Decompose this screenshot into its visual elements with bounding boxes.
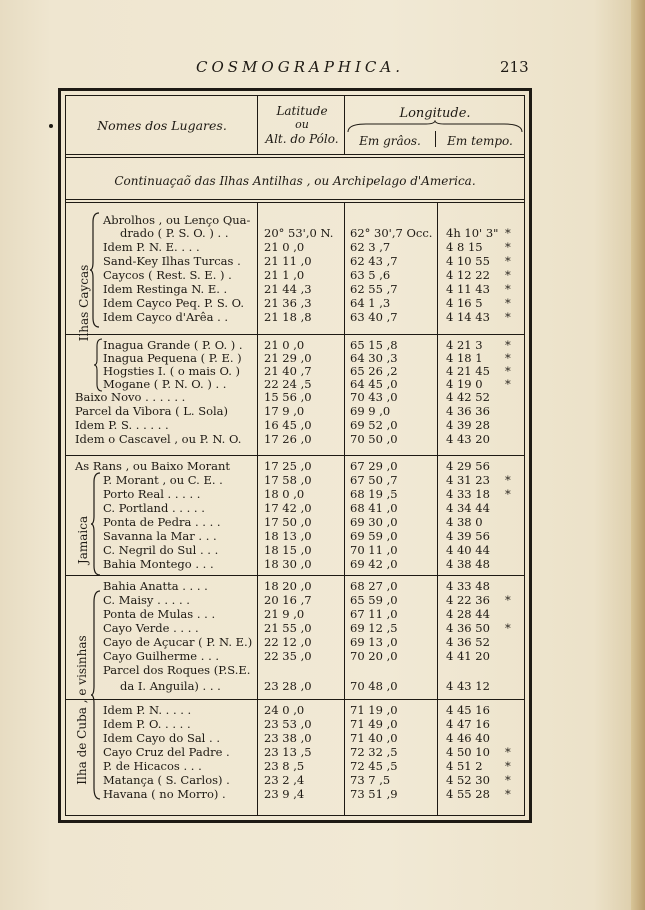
latitude-cell: 23 9 ,4 — [264, 787, 305, 801]
table-row — [0, 311, 645, 324]
place-name-cell: C. Negril do Sul . . . — [103, 543, 219, 557]
longitude-time-cell: 4 31 23 — [446, 473, 490, 487]
longitude-degrees-cell: 63 40 ,7 — [350, 310, 398, 324]
longitude-time-cell: 4 50 10 — [446, 745, 490, 759]
place-name-cell: Baixo Novo . . . . . . — [75, 390, 186, 404]
longitude-time-cell: 4 19 0 — [446, 377, 483, 391]
latitude-cell: 21 18 ,8 — [264, 310, 312, 324]
longitude-degrees-cell: 73 7 ,5 — [350, 773, 391, 787]
longitude-degrees-cell: 69 59 ,0 — [350, 529, 398, 543]
asterisk-mark: * — [505, 338, 511, 352]
longitude-degrees-cell: 72 45 ,5 — [350, 759, 398, 773]
place-name-cell: Havana ( no Morro) . — [103, 787, 226, 801]
table-row — [0, 636, 645, 649]
asterisk-mark: * — [505, 787, 511, 801]
latitude-cell: 21 11 ,0 — [264, 254, 312, 268]
latitude-cell: 18 30 ,0 — [264, 557, 312, 571]
table-row — [0, 502, 645, 515]
longitude-degrees-cell: 62 3 ,7 — [350, 240, 391, 254]
table-row — [0, 227, 645, 240]
table-row — [0, 680, 645, 693]
table-row — [0, 622, 645, 635]
longitude-degrees-cell: 69 9 ,0 — [350, 404, 391, 418]
longitude-time-cell: 4 21 45 — [446, 364, 490, 378]
longitude-degrees-cell: 64 1 ,3 — [350, 296, 391, 310]
longitude-degrees-cell: 68 41 ,0 — [350, 501, 398, 515]
longitude-degrees-cell: 64 30 ,3 — [350, 351, 398, 365]
asterisk-mark: * — [505, 745, 511, 759]
page-number: 213 — [500, 58, 529, 76]
place-name-cell: Parcel dos Roques (P.S.E. — [103, 663, 251, 677]
latitude-cell: 23 8 ,5 — [264, 759, 305, 773]
place-name-cell: Cayo Cruz del Padre . — [103, 745, 230, 759]
longitude-time-cell: 4 8 15 — [446, 240, 483, 254]
table-row — [0, 788, 645, 801]
longitude-time-cell: 4 36 50 — [446, 621, 490, 635]
place-name-cell: Idem P. S. . . . . . — [75, 418, 169, 432]
header-em-graos: Em grâos. — [359, 134, 421, 148]
header-em-tempo: Em tempo. — [447, 134, 513, 148]
latitude-cell: 21 55 ,0 — [264, 621, 312, 635]
longitude-degrees-cell: 65 15 ,8 — [350, 338, 398, 352]
longitude-degrees-cell: 65 59 ,0 — [350, 593, 398, 607]
asterisk-mark: * — [505, 296, 511, 310]
table-row — [0, 241, 645, 254]
header-rule — [66, 157, 524, 158]
place-name-cell: Ponta de Pedra . . . . — [103, 515, 221, 529]
asterisk-mark: * — [505, 473, 511, 487]
longitude-time-cell: 4 36 52 — [446, 635, 490, 649]
longitude-degrees-cell: 67 29 ,0 — [350, 459, 398, 473]
table-row — [0, 460, 645, 473]
table-row — [0, 297, 645, 310]
place-name-cell: Porto Real . . . . . — [103, 487, 201, 501]
place-name-cell: Ponta de Mulas . . . — [103, 607, 216, 621]
longitude-time-cell: 4 33 48 — [446, 579, 490, 593]
table-row — [0, 664, 645, 677]
longitude-degrees-cell: 62° 30',7 Occ. — [350, 226, 433, 240]
latitude-cell: 17 26 ,0 — [264, 432, 312, 446]
place-name-cell: Sand-Key Ilhas Turcas . — [103, 254, 241, 268]
asterisk-mark: * — [505, 254, 511, 268]
longitude-time-cell: 4h 10' 3" — [446, 226, 499, 240]
table-row — [0, 650, 645, 663]
latitude-cell: 21 9 ,0 — [264, 607, 305, 621]
longitude-time-cell: 4 51 2 — [446, 759, 483, 773]
section-title: Continuaçaõ das Ilhas Antilhas , ou Archipelago d'America. — [114, 174, 476, 188]
table-row — [0, 352, 645, 365]
latitude-cell: 18 0 ,0 — [264, 487, 305, 501]
latitude-cell: 22 35 ,0 — [264, 649, 312, 663]
longitude-time-cell: 4 46 40 — [446, 731, 490, 745]
latitude-cell: 23 28 ,0 — [264, 679, 312, 693]
table-row — [0, 760, 645, 773]
table-row — [0, 365, 645, 378]
place-name-cell: Matança ( S. Carlos) . — [103, 773, 230, 787]
place-name-cell: Idem P. N. . . . . — [103, 703, 192, 717]
latitude-cell: 23 2 ,4 — [264, 773, 305, 787]
longitude-time-cell: 4 39 28 — [446, 418, 490, 432]
latitude-cell: 18 15 ,0 — [264, 543, 312, 557]
place-name-cell: Idem P. N. E. . . . — [103, 240, 200, 254]
latitude-cell: 18 20 ,0 — [264, 579, 312, 593]
latitude-cell: 21 44 ,3 — [264, 282, 312, 296]
asterisk-mark: * — [505, 310, 511, 324]
longitude-time-cell: 4 47 16 — [446, 717, 490, 731]
table-row — [0, 405, 645, 418]
asterisk-mark: * — [505, 621, 511, 635]
longitude-degrees-cell: 70 50 ,0 — [350, 432, 398, 446]
ink-dot — [49, 124, 53, 128]
place-name-cell: Mogane ( P. N. O. ) . . — [103, 377, 227, 391]
place-name-cell: drado ( P. S. O. ) . . — [120, 226, 229, 240]
table-row — [0, 530, 645, 543]
latitude-cell: 21 29 ,0 — [264, 351, 312, 365]
asterisk-mark: * — [505, 268, 511, 282]
latitude-cell: 21 0 ,0 — [264, 338, 305, 352]
longitude-time-cell: 4 18 1 — [446, 351, 483, 365]
longitude-degrees-cell: 72 32 ,5 — [350, 745, 398, 759]
block-rule — [66, 334, 524, 335]
place-name-cell: Parcel da Vibora ( L. Sola) — [75, 404, 229, 418]
longitude-degrees-cell: 73 51 ,9 — [350, 787, 398, 801]
running-title: COSMOGRAPHICA. — [196, 58, 404, 76]
header-longitude: Longitude. — [399, 106, 471, 121]
block-rule — [66, 575, 524, 576]
place-name-cell: Cayo Guilherme . . . — [103, 649, 220, 663]
asterisk-mark: * — [505, 593, 511, 607]
latitude-cell: 24 0 ,0 — [264, 703, 305, 717]
latitude-cell: 17 9 ,0 — [264, 404, 305, 418]
longitude-time-cell: 4 34 44 — [446, 501, 490, 515]
place-name-cell: Bahia Montego . . . — [103, 557, 214, 571]
place-name-cell: Inagua Pequena ( P. E. ) — [103, 351, 242, 365]
latitude-cell: 20° 53',0 N. — [264, 226, 334, 240]
place-name-cell: As Rans , ou Baixo Morant — [75, 459, 231, 473]
table-row — [0, 419, 645, 432]
table-row — [0, 558, 645, 571]
place-name-cell: Idem o Cascavel , ou P. N. O. — [75, 432, 242, 446]
asterisk-mark: * — [505, 773, 511, 787]
longitude-time-cell: 4 52 30 — [446, 773, 490, 787]
block-rule — [66, 699, 524, 700]
place-name-cell: Idem Cayco Peq. P. S. O. — [103, 296, 245, 310]
longitude-degrees-cell: 67 11 ,0 — [350, 607, 398, 621]
latitude-cell: 23 38 ,0 — [264, 731, 312, 745]
header-latitude: Latitude — [276, 104, 328, 118]
table-row — [0, 339, 645, 352]
header-rule — [66, 154, 524, 155]
header-divider — [257, 96, 258, 154]
latitude-cell: 17 50 ,0 — [264, 515, 312, 529]
longitude-time-cell: 4 43 12 — [446, 679, 490, 693]
header-alt-polo: Alt. do Pólo. — [265, 132, 339, 146]
longitude-degrees-cell: 63 5 ,6 — [350, 268, 391, 282]
table-row — [0, 488, 645, 501]
longitude-degrees-cell: 68 19 ,5 — [350, 487, 398, 501]
asterisk-mark: * — [505, 282, 511, 296]
longitude-time-cell: 4 10 55 — [446, 254, 490, 268]
longitude-time-cell: 4 41 20 — [446, 649, 490, 663]
table-row — [0, 474, 645, 487]
latitude-cell: 21 0 ,0 — [264, 240, 305, 254]
header-nomes: Nomes dos Lugares. — [97, 118, 227, 133]
longitude-degrees-cell: 71 19 ,0 — [350, 703, 398, 717]
longitude-degrees-cell: 69 30 ,0 — [350, 515, 398, 529]
asterisk-mark: * — [505, 351, 511, 365]
latitude-cell: 21 36 ,3 — [264, 296, 312, 310]
longitude-degrees-cell: 65 26 ,2 — [350, 364, 398, 378]
table-row — [0, 580, 645, 593]
longitude-degrees-cell: 68 27 ,0 — [350, 579, 398, 593]
latitude-cell: 21 1 ,0 — [264, 268, 305, 282]
longitude-time-cell: 4 39 56 — [446, 529, 490, 543]
longitude-time-cell: 4 14 43 — [446, 310, 490, 324]
latitude-cell: 20 16 ,7 — [264, 593, 312, 607]
latitude-cell: 16 45 ,0 — [264, 418, 312, 432]
longitude-time-cell: 4 38 0 — [446, 515, 483, 529]
group-label-ilha-de-cuba: Ilha de Cuba , e visinhas — [75, 635, 89, 785]
place-name-cell: P. de Hicacos . . . — [103, 759, 202, 773]
latitude-cell: 22 12 ,0 — [264, 635, 312, 649]
longitude-degrees-cell: 69 52 ,0 — [350, 418, 398, 432]
longitude-degrees-cell: 69 12 ,5 — [350, 621, 398, 635]
longitude-degrees-cell: 62 43 ,7 — [350, 254, 398, 268]
place-name-cell: Idem Cayco d'Arêa . . — [103, 310, 229, 324]
place-name-cell: Inagua Grande ( P. O. ) . — [103, 338, 243, 352]
longitude-degrees-cell: 62 55 ,7 — [350, 282, 398, 296]
longitude-time-cell: 4 42 52 — [446, 390, 490, 404]
latitude-cell: 18 13 ,0 — [264, 529, 312, 543]
longitude-time-cell: 4 55 28 — [446, 787, 490, 801]
asterisk-mark: * — [505, 226, 511, 240]
place-name-cell: Idem P. O. . . . . — [103, 717, 191, 731]
table-row — [0, 718, 645, 731]
longitude-time-cell: 4 33 18 — [446, 487, 490, 501]
latitude-cell: 22 24 ,5 — [264, 377, 312, 391]
section-rule — [66, 202, 524, 203]
longitude-time-cell: 4 12 22 — [446, 268, 490, 282]
longitude-brace — [346, 120, 524, 134]
table-row — [0, 283, 645, 296]
place-name-cell: Cayo Verde . . . . — [103, 621, 199, 635]
longitude-time-cell: 4 11 43 — [446, 282, 490, 296]
table-row — [0, 516, 645, 529]
place-name-cell: C. Maisy . . . . . — [103, 593, 190, 607]
place-name-cell: Bahia Anatta . . . . — [103, 579, 208, 593]
header-ou: ou — [295, 118, 309, 131]
longitude-degrees-cell: 70 48 ,0 — [350, 679, 398, 693]
longitude-time-cell: 4 43 20 — [446, 432, 490, 446]
table-row — [0, 704, 645, 717]
latitude-cell: 23 53 ,0 — [264, 717, 312, 731]
table-row — [0, 544, 645, 557]
group-label-ilhas-caycas: Ilhas Caycas — [77, 264, 91, 342]
place-name-cell: Cayo de Açucar ( P. N. E.) — [103, 635, 253, 649]
longitude-time-cell: 4 22 36 — [446, 593, 490, 607]
longitude-time-cell: 4 36 36 — [446, 404, 490, 418]
latitude-cell: 21 40 ,7 — [264, 364, 312, 378]
header-divider — [344, 96, 345, 154]
place-name-cell: Idem Restinga N. E. . — [103, 282, 228, 296]
longitude-degrees-cell: 71 49 ,0 — [350, 717, 398, 731]
longitude-time-cell: 4 28 44 — [446, 607, 490, 621]
longitude-degrees-cell: 64 45 ,0 — [350, 377, 398, 391]
place-name-cell: C. Portland . . . . . — [103, 501, 205, 515]
asterisk-mark: * — [505, 759, 511, 773]
place-name-cell: Abrolhos , ou Lenço Qua- — [103, 213, 251, 227]
block-rule — [66, 455, 524, 456]
longitude-time-cell: 4 29 56 — [446, 459, 490, 473]
asterisk-mark: * — [505, 377, 511, 391]
latitude-cell: 17 25 ,0 — [264, 459, 312, 473]
longitude-degrees-cell: 69 13 ,0 — [350, 635, 398, 649]
latitude-cell: 23 13 ,5 — [264, 745, 312, 759]
table-row — [0, 774, 645, 787]
table-row — [0, 746, 645, 759]
longitude-degrees-cell: 69 42 ,0 — [350, 557, 398, 571]
table-row — [0, 608, 645, 621]
longitude-time-cell: 4 45 16 — [446, 703, 490, 717]
longitude-degrees-cell: 70 11 ,0 — [350, 543, 398, 557]
table-row — [0, 269, 645, 282]
section-rule — [66, 199, 524, 200]
place-name-cell: Idem Cayo do Sal . . — [103, 731, 220, 745]
longitude-degrees-cell: 70 20 ,0 — [350, 649, 398, 663]
longitude-time-cell: 4 38 48 — [446, 557, 490, 571]
place-name-cell: P. Morant , ou C. E. . — [103, 473, 223, 487]
longitude-degrees-cell: 71 40 ,0 — [350, 731, 398, 745]
place-name-cell: Caycos ( Rest. S. E. ) . — [103, 268, 232, 282]
longitude-time-cell: 4 21 3 — [446, 338, 483, 352]
table-row — [0, 433, 645, 446]
longitude-time-cell: 4 16 5 — [446, 296, 483, 310]
latitude-cell: 17 58 ,0 — [264, 473, 312, 487]
asterisk-mark: * — [505, 487, 511, 501]
longitude-time-cell: 4 40 44 — [446, 543, 490, 557]
place-name-cell: da I. Anguila) . . . — [120, 679, 221, 693]
table-row — [0, 732, 645, 745]
place-name-cell: Hogsties I. ( o mais O. ) — [103, 364, 241, 378]
latitude-cell: 15 56 ,0 — [264, 390, 312, 404]
longitude-degrees-cell: 70 43 ,0 — [350, 390, 398, 404]
longitude-degrees-cell: 67 50 ,7 — [350, 473, 398, 487]
asterisk-mark: * — [505, 364, 511, 378]
table-row — [0, 594, 645, 607]
group-label-jamaica: Jamaica — [76, 515, 90, 565]
table-row — [0, 255, 645, 268]
asterisk-mark: * — [505, 240, 511, 254]
table-row — [0, 391, 645, 404]
place-name-cell: Savanna la Mar . . . — [103, 529, 217, 543]
latitude-cell: 17 42 ,0 — [264, 501, 312, 515]
